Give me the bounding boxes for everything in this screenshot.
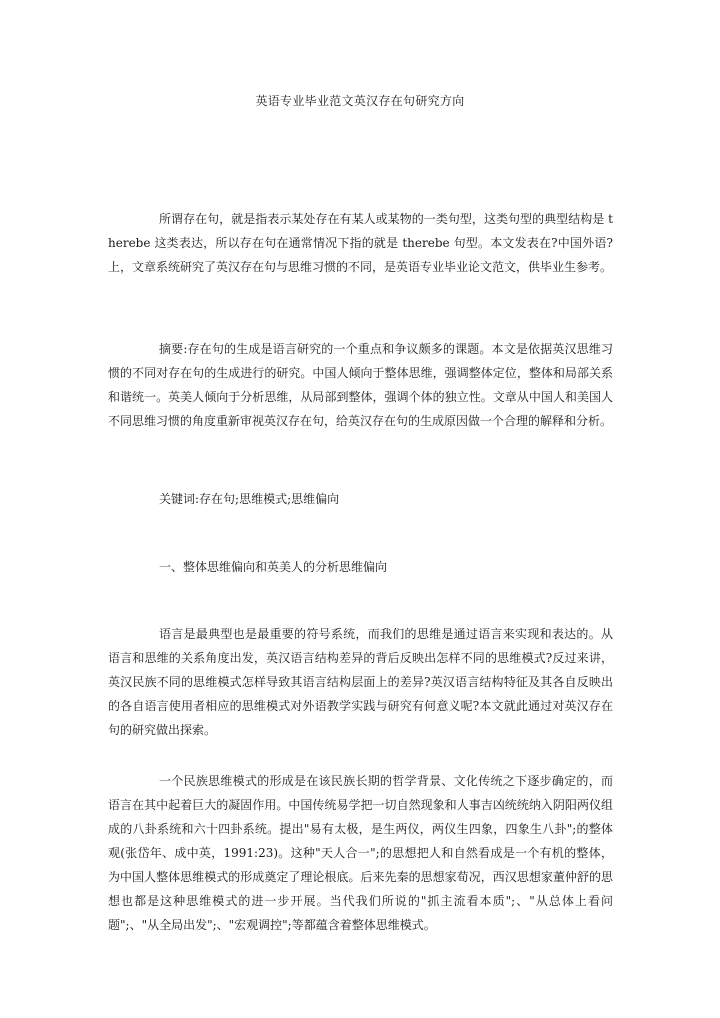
document-title: 英语专业毕业范文英汉存在句研究方向 <box>255 94 465 108</box>
body-paragraph-2: 一个民族思维模式的形成是在该民族长期的哲学背景、文化传统之下逐步确定的，而语言在其中起着巨大的凝固作用。中国传统易学把一切自然现象和人事吉凶统统纳入阴阳两仪组成的八卦系统和六十四卦系统。提出"易有太极，是生两仪，两仪生四象，四象生八卦";的整体观(张岱年、成中英，1991:23)。这种"天人合一";的思想把人和自然看成是一个有机的整体，为中国人整体思维模式的形成奠定了理论根底。后来先秦的思想家荀况，西汉思想家董仲舒的思想也都是这种思维模式的进一步开展。当代我们所说的"抓主流看本质";、"从总体上看问题";、"从全局出发";、"宏观调控";等都蕴含着整体思维模式。 <box>108 774 613 932</box>
intro-paragraph: 所谓存在句，就是指表示某处存在有某人或某物的一类句型，这类句型的典型结构是 therebe 这类表达，所以存在句在通常情况下指的就是 therebe 句型。本文发表在?中国外语?上，文章系统研究了英汉存在句与思维习惯的不同，是英语专业毕业论文范文，供毕业生参考。 <box>108 212 613 274</box>
section-heading: 一、整体思维偏向和英美人的分析思维偏向 <box>159 560 388 574</box>
body-paragraph-1: 语言是最典型也是最重要的符号系统，而我们的思维是通过语言来实现和表达的。从语言和思维的关系角度出发，英汉语言结构差异的背后反映出怎样不同的思维模式?反过来讲，英汉民族不同的思维模式怎样导致其语言结构层面上的差异?英汉语言结构特征及其各自反映出的各自语言使用者相应的思维模式对外语教学实践与研究有何意义呢?本文就此通过对英汉存在句的研究做出探索。 <box>108 627 613 737</box>
abstract-paragraph: 摘要:存在句的生成是语言研究的一个重点和争议颇多的课题。本文是依据英汉思维习惯的不同对存在句的生成进行的研究。中国人倾向于整体思维，强调整体定位，整体和局部关系和谐统一。英美人倾向于分析思维，从局部到整体，强调个体的独立性。文章从中国人和美国人不同思维习惯的角度重新审视英汉存在句，给英汉存在句的生成原因做一个合理的解释和分析。 <box>108 342 613 428</box>
keywords-line: 关键词:存在句;思维模式;思维偏向 <box>159 492 340 506</box>
